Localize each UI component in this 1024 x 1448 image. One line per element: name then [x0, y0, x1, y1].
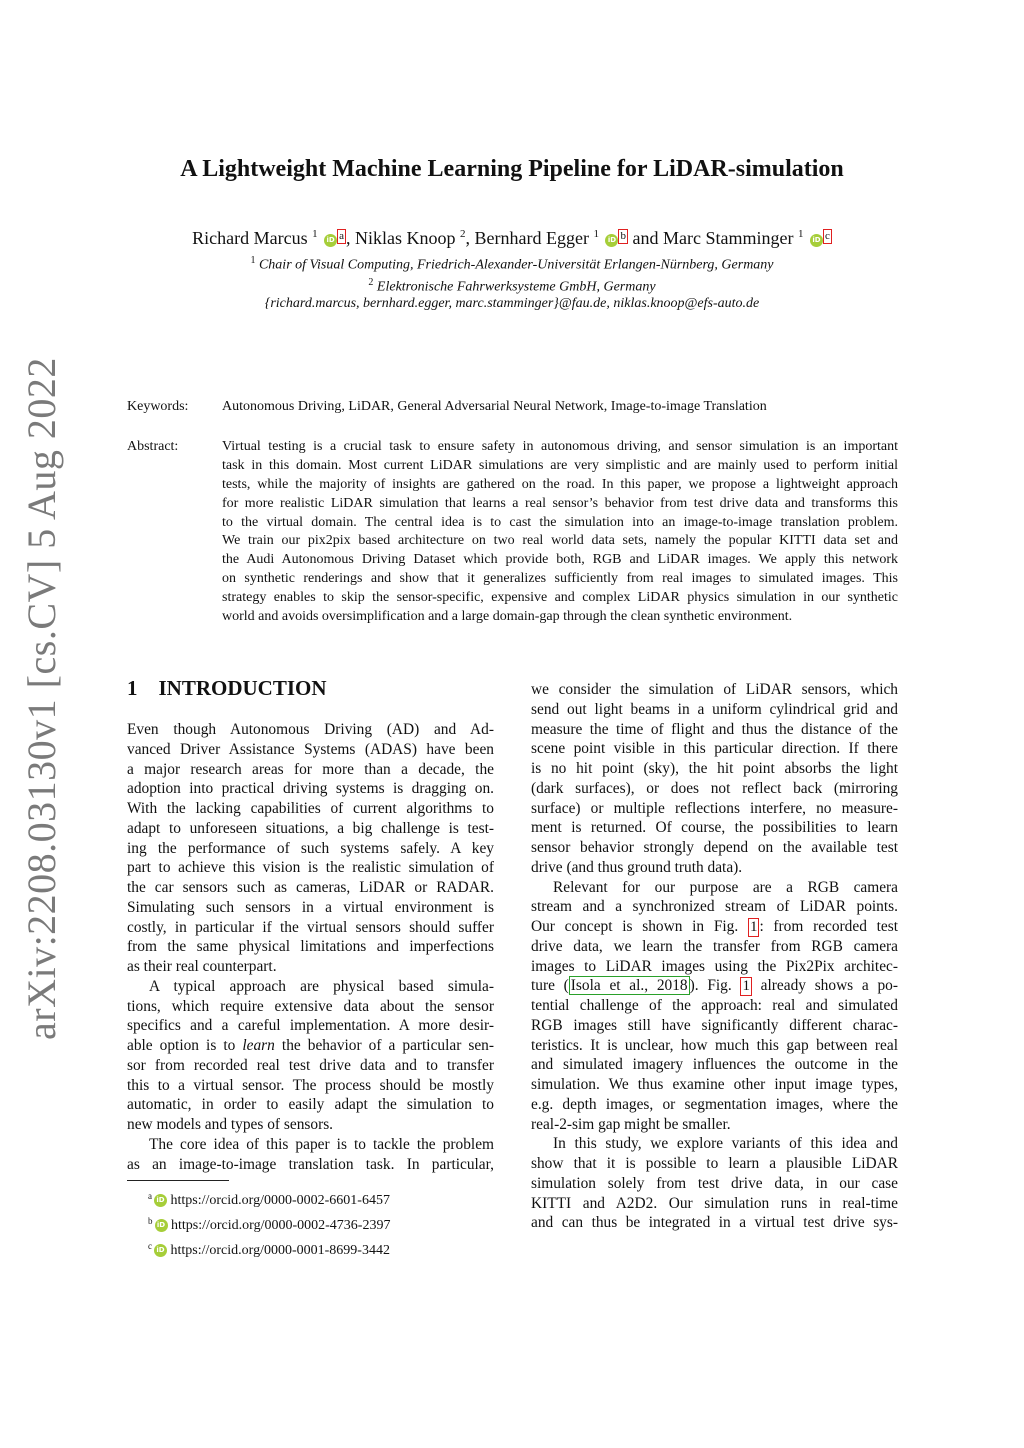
footnote-item: [148, 1186, 390, 1211]
body-line: measure the time of flight and thus the distance of the: [531, 720, 898, 738]
arxiv-identifier[interactable]: arXiv:2208.03130v1 [cs.CV] 5 Aug 2022: [19, 357, 64, 1040]
body-line: and simulated imagery influences the outcome in the: [531, 1056, 898, 1074]
author-name: Marc Stamminger: [662, 228, 794, 248]
body-line: scene point visible in this particular direction. If there: [531, 740, 898, 758]
body-line: simulation solely from test drive data, in our case: [531, 1174, 898, 1192]
body-line: is no hit point (sky), the hit point absorbs the light: [531, 760, 898, 777]
figure-link[interactable]: 1: [749, 919, 758, 935]
body-line: images to LiDAR images using the Pix2Pix architec-: [531, 957, 898, 975]
author-affiliation-mark: 1: [593, 228, 599, 240]
body-line: real-2-sim gap might be smaller.: [531, 1115, 731, 1133]
body-line: [531, 917, 898, 937]
orcid-icon: iD: [154, 1194, 167, 1207]
body-line: With the lacking capabilities of current algorithms to: [127, 800, 494, 817]
body-line: as their real counterpart.: [127, 958, 277, 975]
footnote-mark: b: [148, 1216, 153, 1226]
affiliation-text: Elektronische Fahrwerksysteme GmbH, Germany: [376, 279, 656, 295]
body-line: drive (and thus ground truth data).: [531, 858, 743, 876]
body-line: KITTI and A2D2. Our simulation runs in real-time: [531, 1194, 898, 1212]
author-separator: and: [627, 228, 663, 248]
body-line: from the same physical limitations and imperfections: [127, 938, 494, 956]
body-line: show that it is possible to learn a plausible LiDAR: [531, 1155, 898, 1172]
abstract-line: task in this domain. Most current LiDAR simulations are very simplistic and are mainly used to perform initial: [222, 457, 898, 473]
abstract-line: to the virtual domain. The central idea is to cast the simulation into an image-to-image translation problem.: [222, 514, 898, 530]
body-fragment: Our concept is shown in Fig.: [531, 918, 739, 935]
keywords-text: Autonomous Driving, LiDAR, General Adversarial Neural Network, Image-to-image Translation: [222, 399, 767, 414]
body-line: RGB images still have significantly different charac-: [531, 1016, 898, 1034]
footnote-rule: [127, 1180, 229, 1181]
footnote-mark: a: [148, 1191, 152, 1201]
body-line: Relevant for our purpose are a RGB camera: [553, 878, 898, 896]
abstract-line: world and avoids oversimplification and a large domain-gap through the clean synthetic environment.: [222, 609, 793, 625]
author-affiliation-mark: 1: [797, 228, 804, 240]
body-line: vanced Driver Assistance Systems (ADAS) have been: [127, 740, 494, 758]
author-list: [0, 228, 1024, 249]
abstract-line: for more realistic LiDAR simulation that learns a real sensor’s behavior from test drive data and transforms this: [222, 495, 898, 511]
body-line: adapt to unforeseen situations, a big challenge is test-: [127, 819, 494, 837]
footnote-list: [148, 1186, 390, 1261]
author-emails: {richard.marcus, bernhard.egger, marc.stamminger}@fau.de, niklas.knoop@efs-auto.de: [264, 296, 760, 311]
body-line: a major research areas for more than a decade, the: [127, 760, 494, 778]
body-fragment: able option is to: [127, 1037, 236, 1054]
body-line: tions, which require extensive data about the sensor: [127, 997, 494, 1015]
orcid-link[interactable]: https://orcid.org/0000-0002-6601-6457: [170, 1193, 390, 1208]
affiliation-1: [0, 255, 1024, 274]
author-name: Niklas Knoop: [355, 228, 456, 248]
orcid-icon[interactable]: iD: [810, 234, 823, 247]
body-line: In this study, we explore variants of this idea and: [553, 1135, 898, 1153]
author-separator: ,: [465, 228, 475, 248]
affiliation-2: [0, 277, 1024, 296]
abstract-label: Abstract:: [127, 439, 179, 454]
body-line: A typical approach are physical based simula-: [149, 977, 494, 995]
body-line: [531, 976, 898, 996]
emphasis-word: learn: [242, 1037, 275, 1054]
body-fragment: already shows a po-: [751, 977, 898, 995]
author-name: Bernhard Egger: [474, 228, 589, 248]
abstract-line: tests, while the majority of insights are gathered on the road. In this paper, we propose a lightweight approach: [222, 476, 898, 492]
footnote-mark: c: [148, 1241, 152, 1251]
body-line: surface) or multiple reflections interfere, no measure-: [531, 799, 898, 817]
body-line: [127, 1036, 494, 1056]
orcid-link[interactable]: https://orcid.org/0000-0002-4736-2397: [171, 1218, 391, 1233]
section-title: INTRODUCTION: [158, 676, 327, 700]
body-fragment: ). Fig.: [689, 977, 732, 995]
body-line: the car sensors such as cameras, LiDAR or RADAR.: [127, 879, 494, 896]
body-fragment: : from recorded test: [759, 918, 898, 935]
section-number: 1: [127, 676, 138, 700]
author-separator: ,: [346, 228, 356, 248]
body-line: part to achieve this vision is the realistic simulation of: [127, 859, 494, 877]
body-line: automatic, in order to easily adapt the simulation to: [127, 1096, 494, 1114]
body-line: tential challenge of the approach: real and simulated: [531, 997, 898, 1014]
body-line: stream and a synchronized stream of LiDAR points.: [531, 898, 898, 916]
footnote-item: [148, 1211, 390, 1236]
body-line: simulation. We thus examine other input image types,: [531, 1076, 898, 1093]
body-line: new models and types of sensors.: [127, 1116, 334, 1133]
body-line: (dark surfaces), or does not reflect back (mirroring: [531, 779, 898, 797]
orcid-icon: iD: [155, 1219, 168, 1232]
right-column: [531, 680, 898, 1233]
body-line: send out light beams in a uniform cylindrical grid and: [531, 700, 898, 718]
body-line: Even though Autonomous Driving (AD) and Ad-: [127, 721, 494, 738]
body-line: The core idea of this paper is to tackle the problem: [149, 1135, 494, 1153]
body-line: ment is returned. Of course, the possibilities to learn: [531, 819, 898, 837]
body-fragment: ture (: [531, 977, 569, 995]
abstract-line: on synthetic renderings and show that it generalizes sufficiently from real images to simulated images. This: [222, 571, 898, 587]
body-line: sor from recorded real test drive data and to transfer: [127, 1056, 494, 1074]
affiliation-mark: 1: [250, 255, 256, 266]
footnote-item: [148, 1236, 390, 1261]
left-column: [127, 720, 494, 1174]
abstract-text: [222, 437, 898, 626]
abstract-line: strategy enables to skip the sensor-specific, expensive and complex LiDAR physics simulation in our synthetic: [222, 590, 898, 606]
affiliation-mark: 2: [368, 277, 374, 288]
keywords-label: Keywords:: [127, 399, 189, 414]
abstract-line: Virtual testing is a crucial task to ensure safety in autonomous driving, and sensor simulation is an important: [222, 439, 898, 454]
orcid-icon[interactable]: iD: [324, 234, 337, 247]
abstract-line: the Audi Autonomous Driving Dataset which provide both, RGB and LiDAR images. We apply this network: [222, 552, 898, 568]
orcid-icon: iD: [154, 1244, 167, 1257]
body-line: as an image-to-image translation task. In particular,: [127, 1155, 494, 1173]
body-line: adoption into practical driving systems is dragging on.: [127, 780, 494, 798]
body-line: specifics and a careful implementation. A more desir-: [127, 1017, 494, 1035]
body-line: e.g. depth images, or segmentation images, where the: [531, 1095, 898, 1113]
body-line: and can thus be integrated in a virtual test drive sys-: [531, 1214, 898, 1232]
figure-link[interactable]: 1: [742, 978, 750, 995]
citation-link[interactable]: Isola et al., 2018: [570, 977, 688, 995]
body-line: sensor behavior strongly depend on the available test: [531, 839, 898, 856]
affiliation-text: Chair of Visual Computing, Friedrich-Alexander-Universität Erlangen-Nürnberg, Germany: [258, 257, 774, 273]
paper-title: A Lightweight Machine Learning Pipeline for LiDAR-simulation: [180, 156, 844, 182]
body-line: ing the performance of such systems safely. A key: [127, 839, 494, 857]
section-heading: [127, 676, 327, 701]
author-name: Richard Marcus: [192, 228, 308, 248]
body-line: drive data, we learn the transfer from RGB camera: [531, 937, 898, 955]
footnote-link[interactable]: c: [824, 230, 830, 242]
body-line: we consider the simulation of LiDAR sensors, which: [531, 681, 898, 698]
body-line: this to a virtual sensor. The process should be mostly: [127, 1076, 494, 1094]
body-line: teristics. It is unclear, how much this gap between real: [531, 1036, 898, 1054]
body-line: Simulating such sensors in a virtual environment is: [127, 898, 494, 916]
orcid-icon[interactable]: iD: [605, 234, 618, 247]
orcid-link[interactable]: https://orcid.org/0000-0001-8699-3442: [170, 1243, 390, 1258]
footnote-link[interactable]: a: [339, 230, 345, 242]
author-affiliation-mark: 2: [460, 228, 466, 240]
footnote-link[interactable]: b: [620, 230, 626, 242]
body-line: costly, in particular if the virtual sensors should suffer: [127, 918, 494, 936]
body-fragment: the behavior of a particular sen-: [281, 1037, 495, 1054]
abstract-line: We train our pix2pix based architecture on two real world data sets, namely the popular KITTI data set and: [222, 533, 898, 549]
author-affiliation-mark: 1: [312, 228, 318, 240]
